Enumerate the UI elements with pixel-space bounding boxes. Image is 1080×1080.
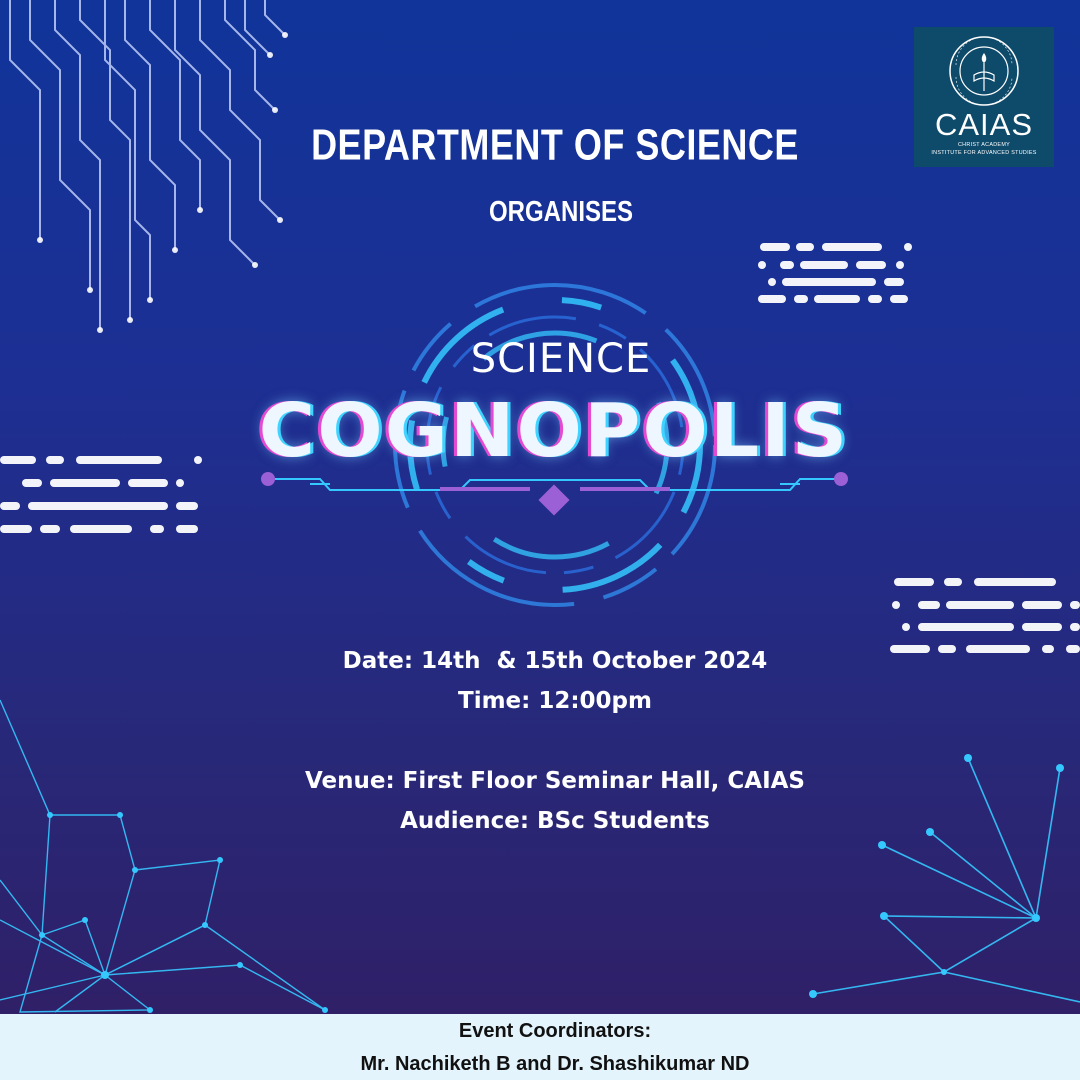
event-title-small: SCIENCE [470, 336, 652, 382]
event-time: Time: 12:00pm [458, 688, 652, 714]
event-title-large: COGNOPOLIS [258, 388, 850, 474]
event-audience: Audience: BSc Students [400, 808, 710, 834]
logo-line-2: INSTITUTE FOR ADVANCED STUDIES [931, 150, 1037, 156]
event-venue: Venue: First Floor Seminar Hall, CAIAS [304, 768, 805, 794]
underline-dot-right [834, 472, 848, 486]
logo-line-1: CHRIST ACADEMY [957, 142, 1011, 148]
coordinators-names: Mr. Nachiketh B and Dr. Shashikumar ND [360, 1053, 750, 1075]
dash-lines-right [890, 578, 1080, 653]
logo-abbreviation: CAIAS [934, 107, 1034, 142]
department-heading: DEPARTMENT OF SCIENCE [311, 120, 799, 170]
event-date: Date: 14th & 15th October 2024 [342, 648, 768, 674]
underline-dot-left [261, 472, 275, 486]
institute-seal-icon [948, 35, 1020, 107]
network-nodes-left [39, 812, 328, 1013]
circuit-nodes [37, 32, 288, 333]
diamond-ornament [538, 484, 569, 515]
network-graph-left [0, 700, 325, 1012]
network-graph-right [813, 758, 1080, 1002]
dash-lines-top-right [758, 243, 912, 303]
organises-label: ORGANISES [488, 196, 634, 229]
coordinators-heading: Event Coordinators: [458, 1020, 652, 1042]
coordinators-footer [0, 1014, 1080, 1080]
